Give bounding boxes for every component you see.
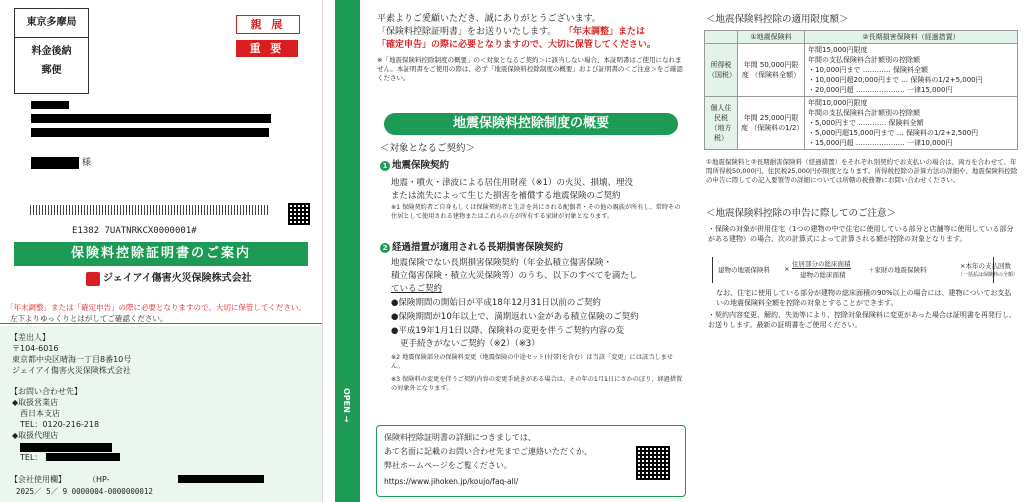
contact-agent-tel: TEL： bbox=[20, 453, 43, 462]
row1-longterm-sub: 年間の支払保険料合計額別の控除額 bbox=[808, 56, 920, 64]
box-line-3: 弊社ホームページをご覧ください。 bbox=[384, 461, 512, 470]
notice-head: ＜地震保険料控除の申告に際してのご注意＞ bbox=[706, 208, 897, 219]
row2-longterm-cell bbox=[805, 97, 1018, 150]
redacted-hp bbox=[178, 475, 264, 483]
limit-table-corner bbox=[705, 31, 738, 44]
item2-note-2: ※2 地震保険部分の保険料変更（地震保険の中途セット(付帯)を含む）は当該「変更」には該当しません。 bbox=[391, 354, 673, 370]
row2-longterm-head: 年間10,000円限度 bbox=[808, 99, 868, 107]
limit-col-1: ①地震保険料 bbox=[738, 31, 805, 44]
formula-building-premium: 建物の地震保険料 bbox=[718, 266, 770, 274]
row2-longterm-l3: ・15,000円超 ………………… 一律10,000円 bbox=[808, 139, 953, 147]
storage-warning: 「年末調整」または「確定申告」の際に必要となりますので、大切に保管してください。 bbox=[6, 303, 306, 312]
redacted-address-1 bbox=[31, 101, 69, 109]
barcode-text: E1382 7UATNRKCX0000001# bbox=[72, 226, 197, 236]
notice-2: なお、住宅に使用している部分が建物の総床面積の90%以上の場合には、建物についてお支払いの地震保険料全額を控除の対象とすることができます。 bbox=[716, 289, 1012, 307]
section-title: 地震保険料控除制度の概要 bbox=[384, 113, 678, 135]
redacted-recipient bbox=[31, 157, 79, 169]
box-line-2: あて名面に記載のお問い合わせ先までご連絡いただくか、 bbox=[384, 447, 592, 456]
row2-label: 個人住民税（地方税） bbox=[705, 97, 738, 150]
post-office-label: 東京多摩局 bbox=[15, 9, 88, 38]
row1-longterm-head: 年間15,000円限度 bbox=[808, 46, 868, 54]
item1-note: ※1 保険契約者ご自身もしくは保険契約者と生計を共にされる配偶者・その他の親族が所有し、常時その住居として使用される建物またはこれらの方が所有する家財が対象となります。 bbox=[391, 204, 681, 220]
company-logo-name: ジェイアイ傷害火災保険株式会社 bbox=[103, 273, 252, 284]
open-hint: 左下よりゆっくりとはがしてご確認ください。 bbox=[10, 314, 168, 323]
oyaten-stamp: 親 展 bbox=[236, 15, 300, 34]
formula-denominator: 建物の総床面積 bbox=[800, 271, 846, 279]
redacted-address-2 bbox=[31, 114, 271, 123]
juyo-stamp: 重 要 bbox=[236, 40, 298, 57]
item2-bullet-2: ●保険期間が10年以上で、満期返れい金がある積立保険のご契約 bbox=[391, 312, 639, 322]
company-use-hp: （HP- bbox=[88, 475, 110, 484]
formula bbox=[712, 257, 1018, 285]
item2-title-row bbox=[380, 242, 563, 253]
row1-longterm-l2: ・10,000円超20,000円まで … 保険料の1/2+5,000円 bbox=[808, 76, 983, 84]
target-head: ＜対象となるご契約＞ bbox=[380, 143, 476, 154]
row2-longterm-l2: ・5,000円超15,000円まで … 保険料の1/2+2,500円 bbox=[808, 129, 979, 137]
postal-barcode bbox=[30, 205, 270, 215]
company-logo-icon bbox=[86, 272, 100, 286]
intro-note: ※「地震保険料控除制度の概要」の＜対象となるご契約＞に該当しない場合、本証明書はご使用になれません。本証明書をご使用の際は、必ず「地震保険料控除制度の概要」および証明書の＜ご注意＞をご確認ください。 bbox=[377, 56, 683, 82]
company-use-label: 【会社使用欄】 bbox=[10, 475, 66, 484]
sender-zip: 〒104-6016 bbox=[12, 344, 59, 353]
formula-contents-premium: ＋家財の地震保険料 bbox=[868, 266, 927, 274]
intro-line-3: 「確定申告」の際に必要となりますので、大切に保管してください。 bbox=[377, 40, 656, 50]
item2-body-1: 地震保険でない長期損害保険契約（年金払積立傷害保険・ bbox=[391, 258, 613, 268]
item1-number-icon: 1 bbox=[380, 161, 390, 171]
notice-1: ・保険の対象が併用住宅（1つの建物の中で住宅に使用している部分と店舗等に使用している部分がある建物）の場合、次の計算式によって計算される額が控除の対象となります。 bbox=[708, 225, 1014, 243]
item2-title: 経過措置が適用される長期損害保険契約 bbox=[392, 242, 564, 253]
notice-3: ・契約内容変更、解約、失効等により、控除対象保険料に変更があった場合は証明書を再発行し、お送りします。最新の証明書をご使用ください。 bbox=[708, 311, 1016, 329]
limit-note: ①地震保険料と②長期損害保険料（経過措置）をそれぞれ別契約でお支払いの場合は、両方を合わせて、年間所得税50,000円、住民税25,000円が限度となります。所得税控除の計算方法の詳細や、地震保険料控除の申告に際しての記入要領等の詳細については所轄の税務署にお問い合わせください。 bbox=[706, 158, 1018, 184]
postage-paid-label: 料金後納 bbox=[31, 46, 72, 57]
formula-multiply: × bbox=[784, 265, 790, 273]
item1-body-2: または流失によって生じた損害を補償する地震保険のご契約 bbox=[391, 191, 621, 201]
contact-agent-label: ◆取扱代理店 bbox=[12, 431, 59, 440]
limit-col-2: ②長期損害保険料（経過措置） bbox=[805, 31, 1018, 44]
box-line-1: 保険料控除証明書の詳細につきましては、 bbox=[384, 433, 536, 442]
intro-line-2b: 「年末調整」または bbox=[564, 27, 646, 37]
item2-number-icon: 2 bbox=[380, 243, 390, 253]
guide-banner: 保険料控除証明書のご案内 bbox=[14, 242, 308, 266]
box-url[interactable]: https://www.jihoken.jp/koujo/faq-all/ bbox=[384, 477, 519, 486]
row2-longterm-l1: ・5,000円まで ………… 保険料全額 bbox=[808, 119, 924, 127]
item2-bullet-3b: 更手続きがないご契約（※2）（※3） bbox=[400, 339, 540, 349]
item2-note-3: ※3 保険料の変更を伴うご契約内容の変更手続きがある場合は、その年の1月1日にさかのぼり、経過措置の対象外となります。 bbox=[391, 376, 683, 392]
qr-code-faq[interactable] bbox=[636, 446, 670, 480]
open-strip[interactable] bbox=[335, 0, 360, 502]
item1-title: 地震保険契約 bbox=[392, 160, 450, 171]
intro-line-1: 平素よりご愛顧いただき、誠にありがとうございます。 bbox=[377, 14, 601, 24]
formula-numerator: 住居部分の総床面積 bbox=[792, 260, 851, 268]
item1-body-1: 地震・噴火・津波による居住用財産（※1）の火災、損壊、埋没 bbox=[391, 178, 634, 188]
row2-longterm-sub: 年間の支払保険料合計額別の控除額 bbox=[808, 109, 920, 117]
contact-branch-name: 西日本支店 bbox=[20, 409, 60, 418]
formula-payments: ×本年の支払回数 bbox=[960, 262, 1011, 270]
postage-box bbox=[14, 8, 89, 94]
item2-bullet-1: ●保険期間の開始日が平成18年12月31日以前のご契約 bbox=[391, 298, 601, 308]
recipient-suffix: 様 bbox=[82, 158, 92, 168]
item2-body-3: ているご契約 bbox=[391, 284, 443, 294]
contact-head: 【お問い合わせ先】 bbox=[10, 387, 82, 396]
postage-mail-label: 郵便 bbox=[41, 65, 62, 76]
divider bbox=[0, 323, 322, 324]
qr-code-address bbox=[288, 203, 310, 225]
fold-margin bbox=[322, 0, 336, 502]
sender-address: 東京都中央区晴海一丁目8番10号 bbox=[12, 355, 132, 364]
row1-earthquake-limit: 年間 50,000円限度 （保険料全額） bbox=[738, 44, 805, 97]
sender-name: ジェイアイ傷害火災保険株式会社 bbox=[12, 366, 131, 375]
row1-longterm-l1: ・10,000円まで ………… 保険料全額 bbox=[808, 66, 928, 74]
address-panel bbox=[0, 0, 322, 502]
company-use-date: 2025／ 5／ 9 0000004-0000000012 bbox=[16, 487, 153, 496]
row2-earthquake-limit: 年間 25,000円限度 （保険料の1/2） bbox=[738, 97, 805, 150]
item2-bullet-3: ●平成19年1月1日以降、保険料の変更を伴うご契約内容の変 bbox=[391, 326, 625, 336]
limit-head: ＜地震保険料控除の適用限度額＞ bbox=[706, 14, 849, 25]
redacted-agent-name bbox=[20, 443, 112, 452]
limit-table bbox=[704, 30, 1018, 150]
row1-longterm-l3: ・20,000円超 ………………… 一律15,000円 bbox=[808, 86, 953, 94]
intro-line-2a: 「保険料控除証明書」をお送りいたします。 bbox=[377, 27, 557, 37]
item2-body-2: 積立傷害保険・積立火災保険等）のうち、以下のすべてを満たし bbox=[391, 271, 638, 281]
row1-longterm-cell bbox=[805, 44, 1018, 97]
open-label[interactable]: OPEN → bbox=[342, 388, 351, 423]
contact-branch-tel: TEL：0120-216-218 bbox=[20, 420, 100, 429]
formula-payments-note: （一括払は保険料の全額） bbox=[958, 272, 1019, 278]
contact-branch-label: ◆取扱営業店 bbox=[12, 398, 59, 407]
redacted-agent-tel bbox=[46, 453, 120, 461]
item1-title-row bbox=[380, 160, 449, 171]
redacted-address-3 bbox=[31, 128, 269, 137]
sender-head: 【差出人】 bbox=[10, 333, 50, 342]
row1-label: 所得税（国税） bbox=[705, 44, 738, 97]
